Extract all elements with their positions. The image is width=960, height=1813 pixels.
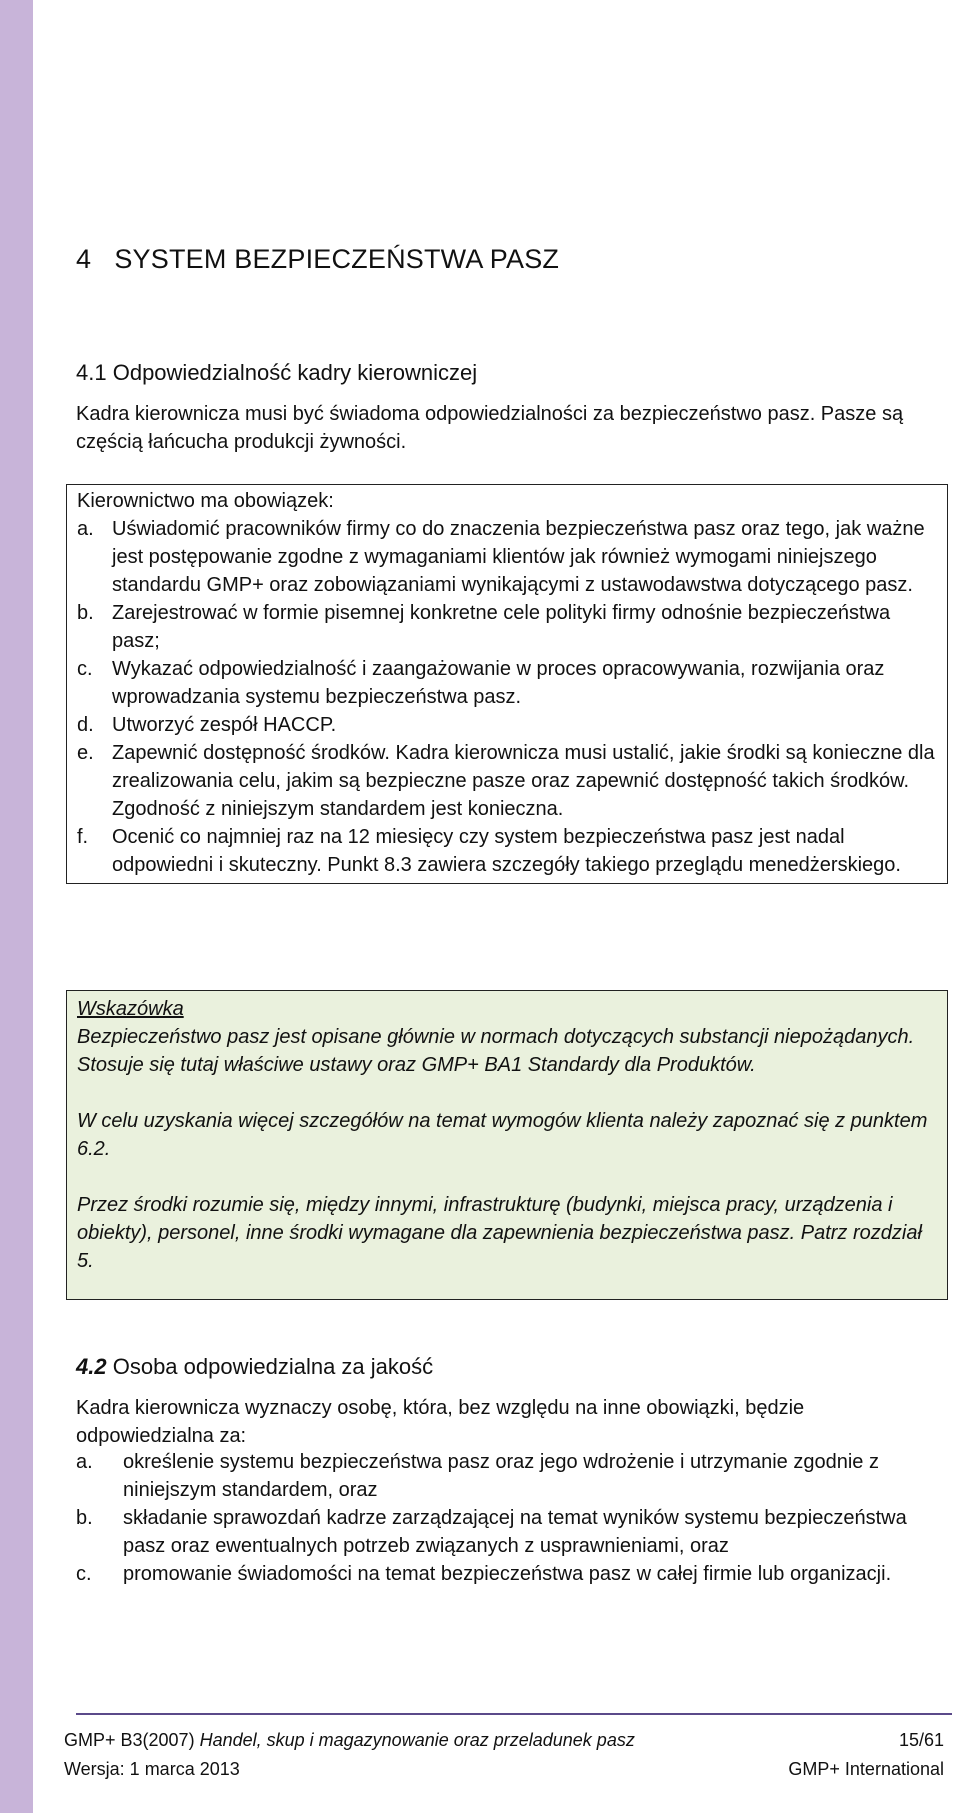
list-item — [77, 739, 937, 823]
item-label: e. — [77, 742, 94, 764]
item-text: określenie systemu bezpieczeństwa pasz oraz jego wdrożenie i utrzymanie zgodnie z niniejszym standardem, oraz — [123, 1451, 879, 1501]
item-label: b. — [77, 602, 94, 624]
item-text: Zarejestrować w formie pisemnej konkretne cele polityki firmy odnośnie bezpieczeństwa pasz; — [112, 602, 891, 652]
footer-row-1 — [64, 1730, 944, 1751]
section-title: Odpowiedzialność kadry kierowniczej — [112, 360, 478, 385]
item-label: f. — [77, 826, 89, 848]
list-item — [77, 599, 937, 655]
hint-paragraph: W celu uzyskania więcej szczegółów na temat wymogów klienta należy zapoznać się z punktem 6.2. — [77, 1110, 928, 1160]
list-item — [77, 711, 937, 739]
item-text: Ocenić co najmniej raz na 12 miesięcy czy system bezpieczeństwa pasz jest nadal odpowiedni i skuteczny. Punkt 8.3 zawiera szczegóły takiego przeglądu menedżerskiego. — [112, 826, 901, 876]
footer-doc-title: Handel, skup i magazynowanie oraz przeladunek pasz — [199, 1730, 635, 1750]
list-item — [76, 1448, 946, 1504]
item-label: c. — [77, 658, 93, 680]
hint-paragraph: Bezpieczeństwo pasz jest opisane głównie w normach dotyczących substancji niepożądanych. Stosuje się tutaj właściwe ustawy oraz GMP+ BA1 Standardy dla Produktów. — [77, 1026, 915, 1076]
item-label: b. — [76, 1507, 93, 1529]
obligations-lead: Kierownictwo ma obowiązek: — [77, 490, 334, 512]
responsibilities-list — [76, 1448, 946, 1588]
item-label: a. — [76, 1451, 93, 1473]
item-label: d. — [77, 714, 94, 736]
footer-document — [64, 1730, 635, 1751]
chapter-heading — [76, 244, 559, 275]
item-text: Wykazać odpowiedzialność i zaangażowanie w proces opracowywania, rozwijania oraz wprowadzania systemu bezpieczeństwa pasz. — [112, 658, 885, 708]
footer-page-number: 15/61 — [898, 1730, 944, 1750]
item-text: Utworzyć zespół HACCP. — [112, 714, 337, 736]
section-title: Osoba odpowiedzialna za jakość — [112, 1354, 434, 1379]
hint-paragraph: Przez środki rozumie się, między innymi, infrastrukturę (budynki, miejsca pracy, urządzenia i obiekty), personel, inne środki wymagane dla zapewnienia bezpieczeństwa pasz. Patrz rozdział 5. — [77, 1194, 922, 1272]
footer-doc-code: GMP+ B3(2007) — [64, 1730, 195, 1750]
list-item — [76, 1560, 946, 1588]
list-item — [77, 655, 937, 711]
page-side-bar — [0, 0, 33, 1813]
footer-publisher: GMP+ International — [788, 1759, 944, 1779]
chapter-title: SYSTEM BEZPIECZEŃSTWA PASZ — [114, 244, 560, 274]
section-4-2-heading — [76, 1354, 433, 1380]
section-number: 4.2 — [76, 1354, 107, 1379]
item-label: a. — [77, 518, 94, 540]
item-text: promowanie świadomości na temat bezpieczeństwa pasz w całej firmie lub organizacji. — [123, 1563, 892, 1585]
item-label: c. — [76, 1563, 92, 1585]
item-text: Zapewnić dostępność środków. Kadra kierownicza musi ustalić, jakie środki są konieczne dla zrealizowania celu, jakim są bezpieczne pasze oraz zapewnić dostępność takich środków. Zgodność z niniejszym standardem jest konieczna. — [112, 742, 935, 820]
list-item — [76, 1504, 946, 1560]
section-4-2-intro: Kadra kierownicza wyznaczy osobę, która, bez względu na inne obowiązki, będzie odpowiedzialna za: — [76, 1397, 805, 1447]
obligations-list — [77, 515, 937, 879]
chapter-number: 4 — [76, 244, 92, 274]
list-item — [77, 823, 937, 879]
item-text: Uświadomić pracowników firmy co do znaczenia bezpieczeństwa pasz oraz tego, jak ważne jest postępowanie zgodne z wymaganiami klientów jak również wymogami niniejszego standardu GMP+ oraz zobowiązaniami wynikającymi z ustawodawstwa dotyczącego pasz. — [112, 518, 925, 596]
hint-title: Wskazówka — [77, 998, 184, 1020]
hint-box — [66, 990, 948, 1300]
section-4-1-heading — [76, 360, 477, 386]
footer-version: Wersja: 1 marca 2013 — [64, 1759, 240, 1779]
obligations-box — [66, 484, 948, 884]
item-text: składanie sprawozdań kadrze zarządzającej na temat wyników systemu bezpieczeństwa pasz oraz ewentualnych potrzeb związanych z usprawnieniami, oraz — [123, 1507, 907, 1557]
footer-divider — [76, 1713, 952, 1715]
list-item — [77, 515, 937, 599]
footer-row-2 — [64, 1759, 944, 1780]
section-4-1-intro: Kadra kierownicza musi być świadoma odpowiedzialności za bezpieczeństwo pasz. Pasze są częścią łańcucha produkcji żywności. — [76, 403, 904, 453]
section-number: 4.1 — [76, 360, 107, 385]
